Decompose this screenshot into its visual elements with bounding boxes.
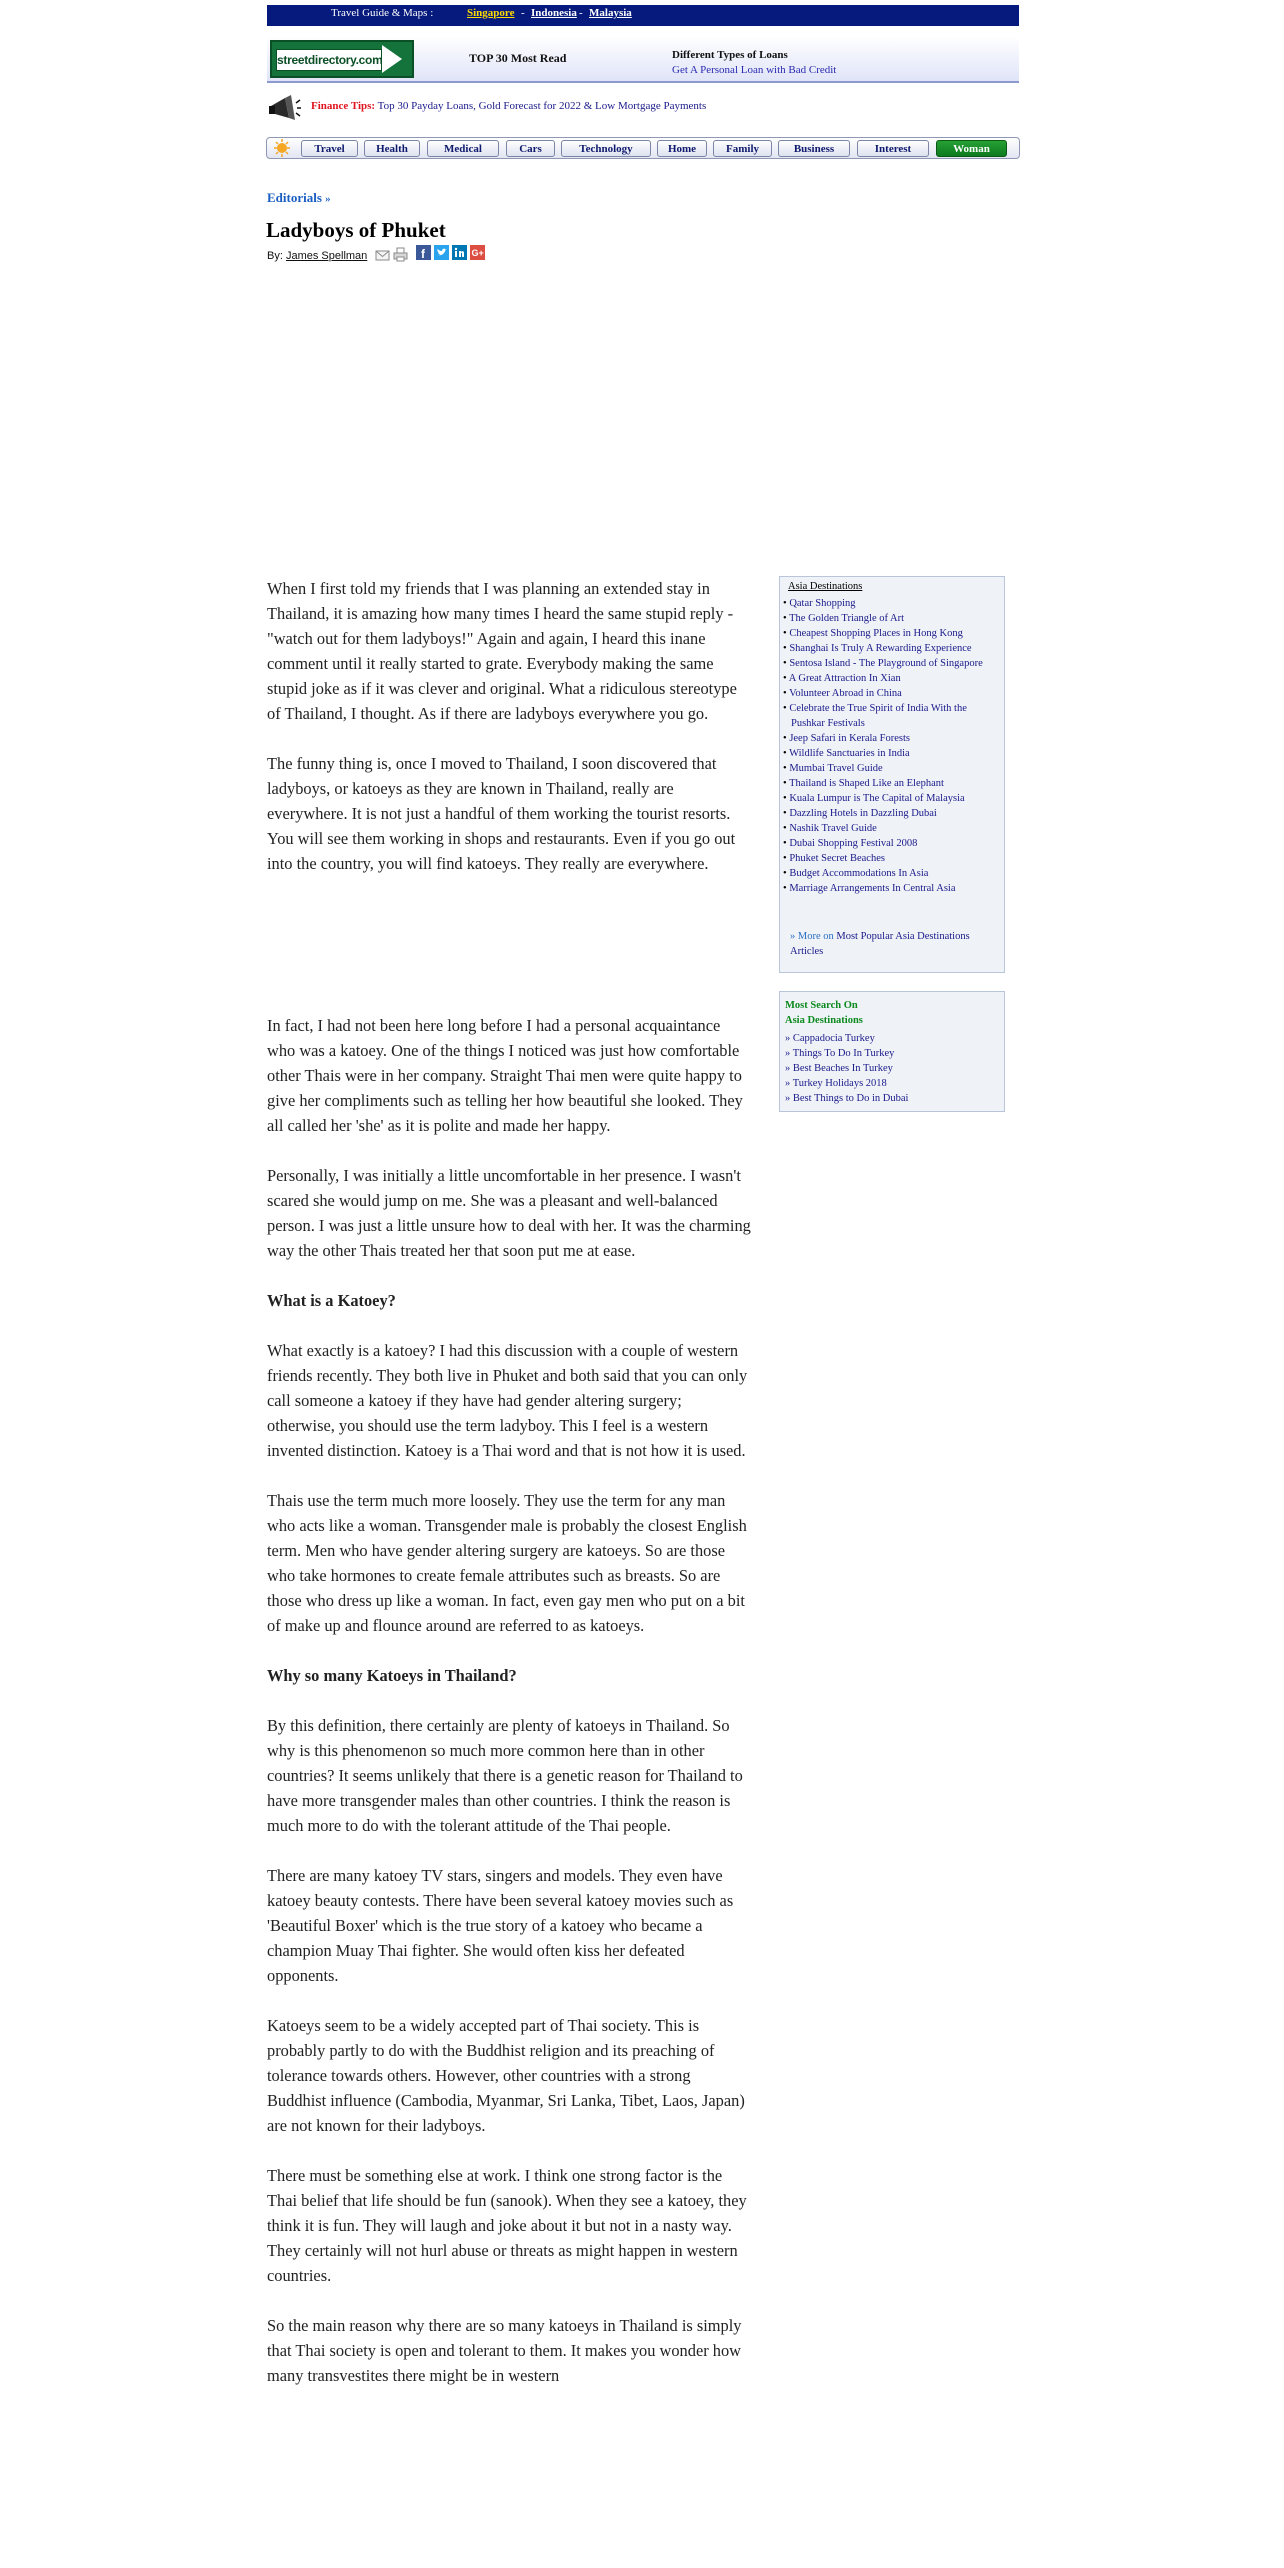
author-link[interactable]: James Spellman (285, 250, 368, 262)
list-item[interactable]: » Best Beaches In Turkey (785, 1063, 893, 1074)
list-item[interactable]: • The Golden Triangle of Art (783, 613, 905, 624)
article-paragraph: Thais use the term much more loosely. They use the term for any man who acts like a woman. Transgender male is probably the closest English term. Men who have gender altering surgery are katoeys. So are those who take hormones to create female attributes such as breasts. So are those who dress up like a woman. In fact, even gay men who put on a bit of make up and flounce around are referred to as katoeys. (267, 1491, 747, 1635)
article-paragraph: There are many katoey TV stars, singers and models. They even have katoey beauty contests. There have been several katoey movies such as 'Beautiful Boxer' which is the true story of a katoey who became a champion Muay Thai fighter. She would often kiss her defeated opponents. (267, 1866, 734, 1985)
separator: - (521, 7, 525, 19)
top30-link[interactable]: TOP 30 Most Read (469, 51, 567, 65)
linkedin-icon[interactable] (452, 245, 467, 260)
list-item[interactable]: • Marriage Arrangements In Central Asia (783, 883, 956, 894)
top-country-bar (267, 5, 1019, 26)
list-item[interactable]: • Jeep Safari in Kerala Forests (783, 733, 911, 744)
facebook-icon[interactable] (416, 245, 431, 260)
finance-tip-link[interactable]: Top 30 Payday Loans (377, 100, 474, 112)
tab-technology[interactable]: Technology (561, 140, 651, 157)
list-item[interactable]: » Turkey Holidays 2018 (785, 1078, 887, 1089)
article-paragraph: In fact, I had not been here long before I had a personal acquaintance who was a katoey. One of the things I noticed was just how comfortable other Thais were in her company. Straight Thai men were quite happy to give her compliments such as telling her how beautiful she looked. They all called her 'she' as it is polite and made her happy. (267, 1016, 743, 1135)
country-link-indonesia[interactable]: Indonesia (531, 7, 577, 19)
list-item[interactable]: • Sentosa Island - The Playground of Singapore (783, 658, 983, 669)
list-item[interactable]: • Volunteer Abroad in China (783, 688, 902, 699)
tab-home[interactable]: Home (657, 140, 707, 157)
section-arrow: » (325, 193, 331, 205)
twitter-icon[interactable] (434, 245, 449, 260)
list-item[interactable]: • Mumbai Travel Guide (783, 763, 883, 774)
list-item[interactable]: • Thailand is Shaped Like an Elephant (783, 778, 944, 789)
list-item[interactable]: » Cappadocia Turkey (785, 1033, 875, 1044)
tab-medical[interactable]: Medical (427, 140, 499, 157)
article-paragraph: There must be something else at work. I think one strong factor is the Thai belief that life should be fun (sanook). When they see a katoey, they think it is fun. They will laugh and joke about it but not in a nasty way. They certainly will not hurl abuse or threats as might happen in western countries. (267, 2166, 747, 2285)
article-paragraph: When I first told my friends that I was planning an extended stay in Thailand, it is amazing how many times I heard the same stupid reply - "watch out for them ladyboys!" Again and again, I heard this inane comment until it really started to grate. Everybody making the same stupid joke as if it was clever and original. What a ridiculous stereotype of Thailand, I thought. As if there are ladyboys everywhere you go. (267, 579, 737, 723)
country-link-singapore[interactable]: Singapore (467, 7, 515, 19)
list-item[interactable]: • Celebrate the True Spirit of India With the Pushkar Festivals (783, 703, 967, 729)
article-paragraph: Personally, I was initially a little uncomfortable in her presence. I wasn't scared she would jump on me. She was a pleasant and well-balanced person. I was just a little unsure how to deal with her. It was the charming way the other Thais treated her that soon put me at ease. (267, 1166, 751, 1260)
asia-destinations-title[interactable]: Asia Destinations (788, 581, 863, 592)
svg-text:G+: G+ (471, 248, 484, 258)
list-item[interactable]: • A Great Attraction In Xian (783, 673, 901, 684)
article-heading: What is a Katoey? (267, 1291, 396, 1310)
logo-arrow-icon (382, 45, 402, 73)
tab-interest[interactable]: Interest (857, 140, 929, 157)
section-breadcrumb[interactable] (267, 190, 331, 206)
more-articles-link[interactable] (790, 929, 996, 959)
logo-text: streetdirectory.com (276, 49, 382, 71)
list-item[interactable]: • Qatar Shopping (783, 598, 856, 609)
country-link-malaysia[interactable]: Malaysia (589, 7, 632, 19)
article-paragraph: The funny thing is, once I moved to Thailand, I soon discovered that ladyboys, or katoeys as they are known in Thailand, really are everywhere. It is not just a handful of them working the tourist resorts. You will see them working in shops and restaurants. Even if you go out into the country, you will find katoeys. They really are everywhere. (267, 754, 736, 873)
separator: - (579, 7, 583, 19)
list-item[interactable]: • Dubai Shopping Festival 2008 (783, 838, 918, 849)
section-label[interactable]: Editorials (267, 190, 322, 205)
separator: , (473, 100, 476, 112)
most-search-list (785, 1031, 908, 1106)
list-item[interactable]: » Best Things to Do in Dubai (785, 1093, 909, 1104)
article-heading: Why so many Katoeys in Thailand? (267, 1666, 517, 1685)
finance-tip-link[interactable]: Low Mortgage Payments (595, 100, 707, 112)
page-title: Ladyboys of Phuket (266, 218, 446, 242)
article-paragraph: What exactly is a katoey? I had this discussion with a couple of western friends recently. They both live in Phuket and both said that you can only call someone a katoey if they have had gender altering surgery; otherwise, you should use the term ladyboy. This I feel is a western invented distinction. Katoey is a Thai word and that is not how it is used. (267, 1341, 748, 1460)
tab-business[interactable]: Business (778, 140, 850, 157)
list-item[interactable]: » Things To Do In Turkey (785, 1048, 895, 1059)
sun-icon (271, 139, 293, 157)
most-search-title: Most Search On Asia Destinations (785, 1000, 863, 1026)
svg-text:f: f (421, 247, 425, 260)
more-prefix: » More on (790, 931, 834, 942)
list-item[interactable]: • Shanghai Is Truly A Rewarding Experience (783, 643, 972, 654)
list-item[interactable]: • Cheapest Shopping Places in Hong Kong (783, 628, 963, 639)
site-header (267, 37, 1019, 83)
byline (267, 250, 367, 262)
article-paragraph: So the main reason why there are so many katoeys in Thailand is simply that Thai society is open and tolerant to them. It makes you wonder how many transvestites there might be in western (267, 2316, 742, 2385)
list-item[interactable]: • Phuket Secret Beaches (783, 853, 885, 864)
email-icon[interactable] (375, 248, 390, 263)
print-icon[interactable] (393, 247, 408, 262)
tab-travel[interactable]: Travel (301, 140, 358, 157)
asia-destinations-box (779, 576, 1005, 973)
article-body (267, 576, 751, 2413)
megaphone-icon (267, 94, 301, 124)
tab-health[interactable]: Health (364, 140, 420, 157)
googleplus-icon[interactable] (470, 245, 485, 260)
travel-guide-label: Travel Guide & Maps : (331, 7, 434, 19)
article-paragraph: Katoeys seem to be a widely accepted part of Thai society. This is probably partly to do with the Buddhist religion and its preaching of tolerance towards others. However, other countries with a strong Buddhist influence (Cambodia, Myanmar, Sri Lanka, Tibet, Laos, Japan) are not known for their ladyboys. (267, 2016, 745, 2135)
finance-tip-link[interactable]: Gold Forecast for 2022 (478, 100, 581, 112)
tab-family[interactable]: Family (713, 140, 772, 157)
article-paragraph: By this definition, there certainly are plenty of katoeys in Thailand. So why is this phenomenon so much more common here than in other countries? It seems unlikely that there is a genetic reason for Thailand to have more transgender males than other countries. I think the reason is much more to do with the tolerant attitude of the Thai people. (267, 1716, 743, 1835)
by-label: By: (267, 250, 283, 262)
category-nav (266, 137, 1020, 159)
list-item[interactable]: • Kuala Lumpur is The Capital of Malaysia (783, 793, 965, 804)
list-item[interactable]: • Wildlife Sanctuaries in India (783, 748, 910, 759)
site-logo[interactable] (270, 40, 414, 78)
list-item[interactable]: • Budget Accommodations In Asia (783, 868, 929, 879)
finance-tips-label: Finance Tips: (311, 100, 376, 112)
more-articles-text[interactable]: Most Popular Asia Destinations Articles (790, 931, 970, 957)
list-item[interactable]: • Nashik Travel Guide (783, 823, 877, 834)
ad-space (267, 901, 751, 1013)
separator: & (583, 100, 593, 112)
finance-tips (311, 100, 706, 112)
tab-woman[interactable]: Woman (936, 140, 1007, 157)
list-item[interactable]: • Dazzling Hotels in Dazzling Dubai (783, 808, 937, 819)
most-search-box (779, 991, 1005, 1112)
promo-subtitle-link[interactable]: Get A Personal Loan with Bad Credit (672, 64, 837, 76)
asia-destinations-list (783, 596, 1001, 896)
promo-title-link[interactable]: Different Types of Loans (672, 49, 788, 61)
tab-cars[interactable]: Cars (506, 140, 555, 157)
